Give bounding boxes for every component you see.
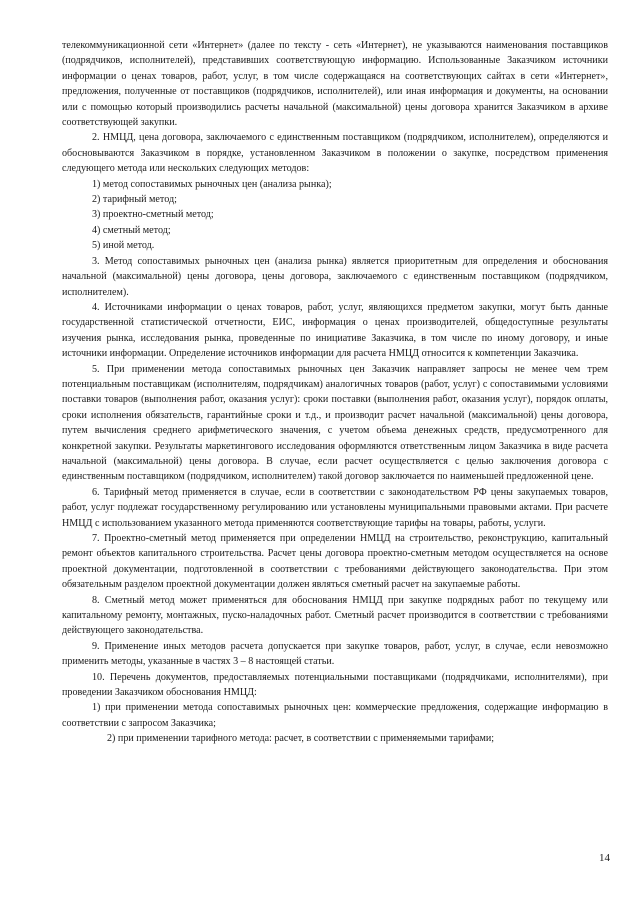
paragraph-10-item-2: 2) при применении тарифного метода: расчет, в соответствии с применяемыми тарифами; [107,733,495,745]
paragraph-10: 10. Перечень документов, предоставляемых потенциальными поставщиками (подрядчиками, исполнителями), при проведении Заказчиком обоснования НМЦД: [62,671,608,699]
paragraph-6: 6. Тарифный метод применяется в случае, если в соответствии с законодательством РФ цены закупаемых товаров, работ, услуг подлежат государственному регулированию или установлены муниципальными правовыми актами. При расчете НМЦД с использованием указанного метода применяются соответствующие тарифы на товары, работы, услуги. [62,486,608,529]
list-item-method-4: 4) сметный метод; [92,224,171,236]
paragraph-intro: телекоммуникационной сети «Интернет» (далее по тексту - сеть «Интернет), не указываются наименования поставщиков (подрядчиков, исполнителей), представивших соответствующую информацию. Использованные Заказчиком источники информации о ценах товаров, работ, услуг, в том числе содержащаяся на соответствующих сайтах в сети «Интернет», предложения, полученные от поставщиков (подрядчиков, исполнителей), или иная информация и документы, на основании или с помощью который производились расчеты начальной (максимальной) цены договора хранится Заказчиком в архиве соответствующей закупки. [62,40,608,129]
list-item-method-3: 3) проектно-сметный метод; [92,209,214,221]
paragraph-7: 7. Проектно-сметный метод применяется при определении НМЦД на строительство, реконструкцию, капитальный ремонт объектов капитального строительства. Расчет цены договора проектно-сметным методом осуществляется на основе проектной документации, подготовленной в соответствии с требованиями действующего законодательства. При этом обязательным разделом проектной документации должен являться сметный расчет на закупаемые работы. [62,533,608,591]
paragraph-10-item-1: 1) при применении метода сопоставимых рыночных цен: коммерческие предложения, содержащие информацию в соответствии с запросом Заказчика; [62,702,608,729]
list-item-method-5: 5) иной метод. [92,240,155,252]
body-text [62,38,608,747]
paragraph-3: 3. Метод сопоставимых рыночных цен (анализа рынка) является приоритетным для определения и обоснования начальной (максимальной) цены договора, цены договора, заключаемого с единственным поставщиком (подрядчиком, исполнителем). [62,255,608,298]
list-item-method-1: 1) метод сопоставимых рыночных цен (анализа рынка); [92,178,332,190]
paragraph-9: 9. Применение иных методов расчета допускается при закупке товаров, работ, услуг, в случае, если невозможно применить методы, указанные в частях 3 – 8 настоящей статьи. [62,640,608,668]
paragraph-4: 4. Источниками информации о ценах товаров, работ, услуг, являющихся предметом закупки, могут быть данные государственной статистической отчетности, ЕИС, информация о ценах производителей, общедоступные результаты изучения рынка, исследования рынка, проведенные по инициативе Заказчика, в том числе по иному договору, и иные источники информации. Определение источников информации для расчета НМЦД относится к компетенции Заказчика. [62,301,608,360]
list-item-method-2: 2) тарифный метод; [92,194,177,206]
paragraph-2: 2. НМЦД, цена договора, заключаемого с единственным поставщиком (подрядчиком, исполнителем), определяются и обосновываются Заказчиком в порядке, установленном Заказчиком в положении о закупке, посредством применения следующего метода или нескольких следующих методов: [62,132,608,175]
paragraph-8: 8. Сметный метод может применяться для обоснования НМЦД при закупке подрядных работ по текущему или капитальному ремонту, монтажных, пуско-наладочных работ. Сметный расчет производится в соответствии с требованиями действующего законодательства. [62,594,608,637]
page-number: 14 [599,852,610,864]
paragraph-5: 5. При применении метода сопоставимых рыночных цен Заказчик направляет запросы не менее чем трем потенциальным поставщикам (исполнителям, подрядчикам) аналогичных товаров (работ, услуг) с сопоставимыми условиями поставки товаров (выполнения работ, оказания услуг): сроки поставки (выполнения работ, оказания услуг), порядок оплаты, сроки исполнения обязательств, гарантийные сроки и т.д., и производит расчет начальной (максимальной) цены договора, путем вычисления среднего арифметического значения, с учетом объема денежных средств, предусмотренного для конкретной закупки. Результаты маркетингового исследования оформляются ответственным лицом Заказчика в виде расчета начальной (максимальной) цены договора. В случае, если расчет осуществляется с целью заключения договора с единственным поставщиком (подрядчиком, исполнителем) такой договор заключается по наименьшей предложенной цене. [62,363,608,483]
